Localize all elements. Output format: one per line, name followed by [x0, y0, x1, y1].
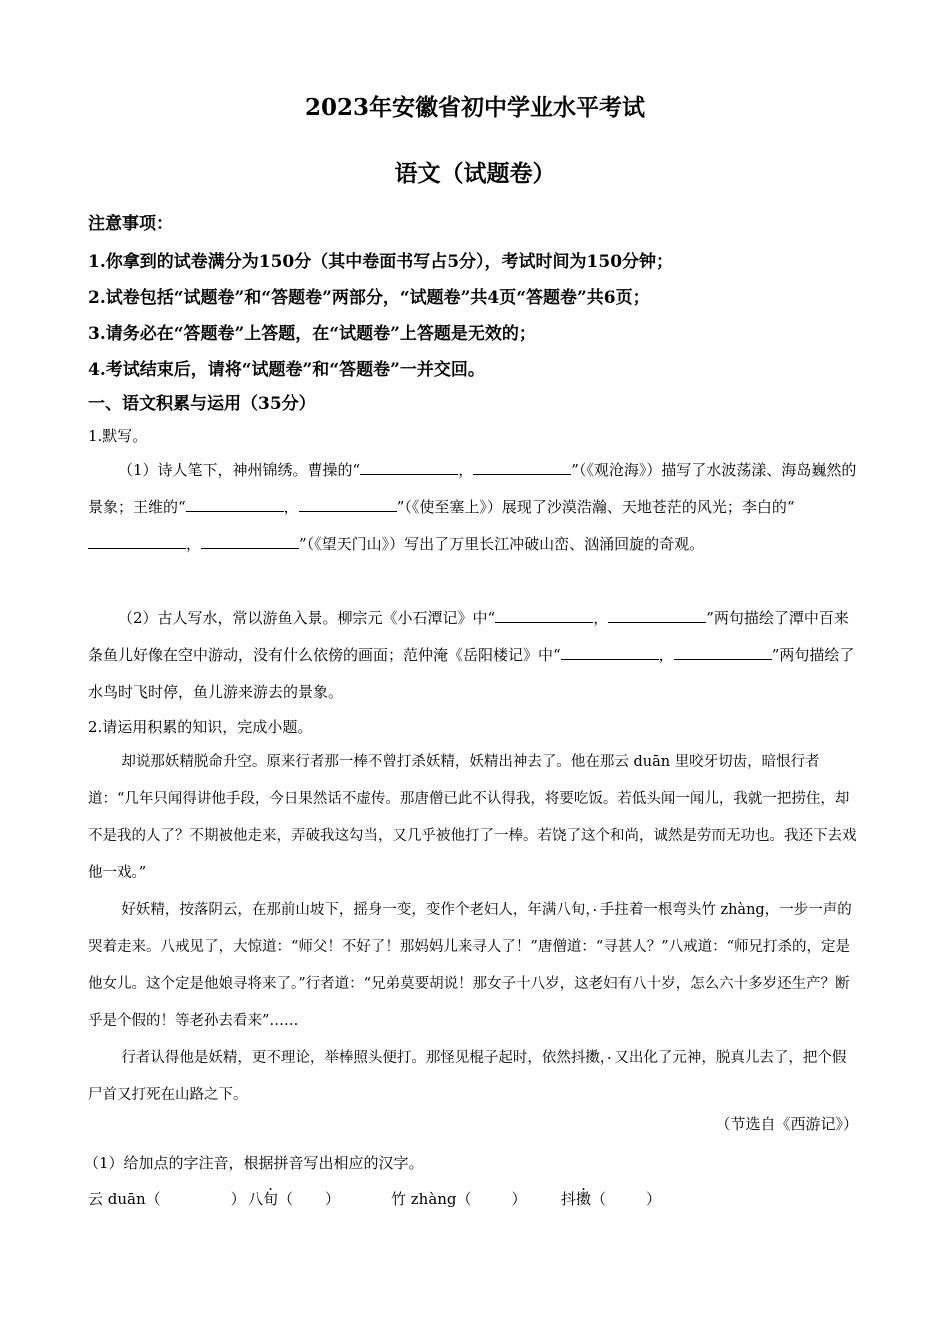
- story-paragraph-3: 行者认得他是妖精，更不理论，举棒照头便打。那怪见棍子起时，依然抖擞 .，又出化了元神，脱真儿去了，把个假尸首又打死在山路之下。: [88, 1040, 860, 1114]
- exam-title: 2023年安徽省初中学业水平考试: [304, 94, 645, 121]
- answer-blank[interactable]: [88, 533, 186, 549]
- answer-blank[interactable]: [360, 459, 458, 475]
- answer-blank[interactable]: [201, 533, 299, 549]
- section-heading: 一、语文积累与运用（35分）: [88, 394, 316, 414]
- note-item-3: 3.请务必在“答题卷”上答题，在“试题卷”上答题是无效的；: [88, 324, 536, 344]
- pinyin-item-3: 竹 zhàng（ ）: [391, 1190, 527, 1208]
- emphasis-dot-char: 旬 .: [571, 902, 586, 918]
- answer-blank[interactable]: [608, 607, 706, 623]
- excerpt-source: （节选自《西游记》）: [715, 1115, 858, 1133]
- question-1-label: 1.默写。: [88, 427, 148, 445]
- emphasis-dot-char: 擞 .: [585, 1050, 600, 1066]
- answer-blank[interactable]: [606, 1189, 646, 1204]
- notes-heading: 注意事项：: [88, 214, 173, 234]
- answer-blank[interactable]: [186, 496, 284, 512]
- emphasis-dot-char: 旬: [263, 1190, 279, 1208]
- pinyin-item-4: 抖擞（ ）: [561, 1190, 662, 1208]
- answer-blank[interactable]: [293, 1189, 325, 1204]
- answer-blank[interactable]: [472, 1189, 512, 1204]
- question-2-label: 2.请运用积累的知识，完成小题。: [88, 718, 313, 736]
- answer-blank[interactable]: [161, 1189, 231, 1204]
- question-1-part-2: （2）古人写水，常以游鱼入景。柳宗元《小石潭记》中“ ， ”两句描绘了潭中百来条鱼儿好像在空中游动，没有什么依傍的画面；范仲淹《岳阳楼记》中“ ， ”两句描绘了水鸟时飞时停，鱼儿游来游去的景象。: [88, 609, 855, 701]
- pinyin-item-2: 八旬（ ）: [248, 1190, 341, 1208]
- answer-blank[interactable]: [473, 459, 571, 475]
- answer-blank[interactable]: [495, 607, 593, 623]
- note-item-4: 4.考试结束后，请将“试题卷”和“答题卷”一并交回。: [88, 360, 485, 380]
- answer-blank[interactable]: [674, 644, 772, 660]
- emphasis-dot-char: 擞: [576, 1190, 592, 1208]
- question-1-part-1: （1）诗人笔下，神州锦绣。曹操的“ ， ”（《观沧海》）描写了水波荡漾、海岛巍然的景象；王维的“ ， ”（《使至塞上》）展现了沙漠浩瀚、天地苍茫的风光；李白的“， ”（《望天门山》）写出了万里长江冲破山峦、汹涌回旋的奇观。: [88, 461, 857, 553]
- story-paragraph-2: 好妖精，按落阴云，在那前山坡下，摇身一变，变作个老妇人，年满八旬 .，手拄着一根弯头竹 zhàng，一步一声的哭着走来。八戒见了，大惊道：“师父！不好了！那妈妈儿来寻人了！”唐僧道：“寻甚人？”八戒道：“师兄打杀的，定是他女儿。这个定是他娘寻将来了。”行者道：“兄弟莫要胡说！那女子十八岁，这老妇有八十岁，怎么六十多岁还生产？断乎是个假的！等老孙去看来”……: [88, 892, 860, 1040]
- pinyin-item-1: 云 duān（ ）: [88, 1190, 246, 1208]
- exam-subtitle: 语文（试题卷）: [394, 160, 556, 187]
- answer-blank[interactable]: [561, 644, 659, 660]
- answer-blank[interactable]: [299, 496, 397, 512]
- note-item-2: 2.试卷包括“试题卷”和“答题卷”两部分，“试题卷”共4页“答题卷”共6页；: [88, 288, 650, 308]
- story-paragraph-1: 却说那妖精脱命升空。原来行者那一棒不曾打杀妖精，妖精出神去了。他在那云 duān 里咬牙切齿，暗恨行者道：“几年只闻得讲他手段，今日果然话不虚传。那唐僧已此不认得我，将要吃饭。若低头闻一闻儿，我就一把捞住，却不是我的人了？不期被他走来，弄破我这勾当，又几乎被他打了一棒。若饶了这个和尚，诚然是劳而无功也。我还下去戏他一戏。”: [88, 754, 857, 881]
- subquestion-1: （1）给加点的字注音，根据拼音写出相应的汉字。: [84, 1154, 424, 1172]
- note-item-1: 1.你拿到的试卷满分为150分（其中卷面书写占5分），考试时间为150分钟；: [88, 252, 674, 272]
